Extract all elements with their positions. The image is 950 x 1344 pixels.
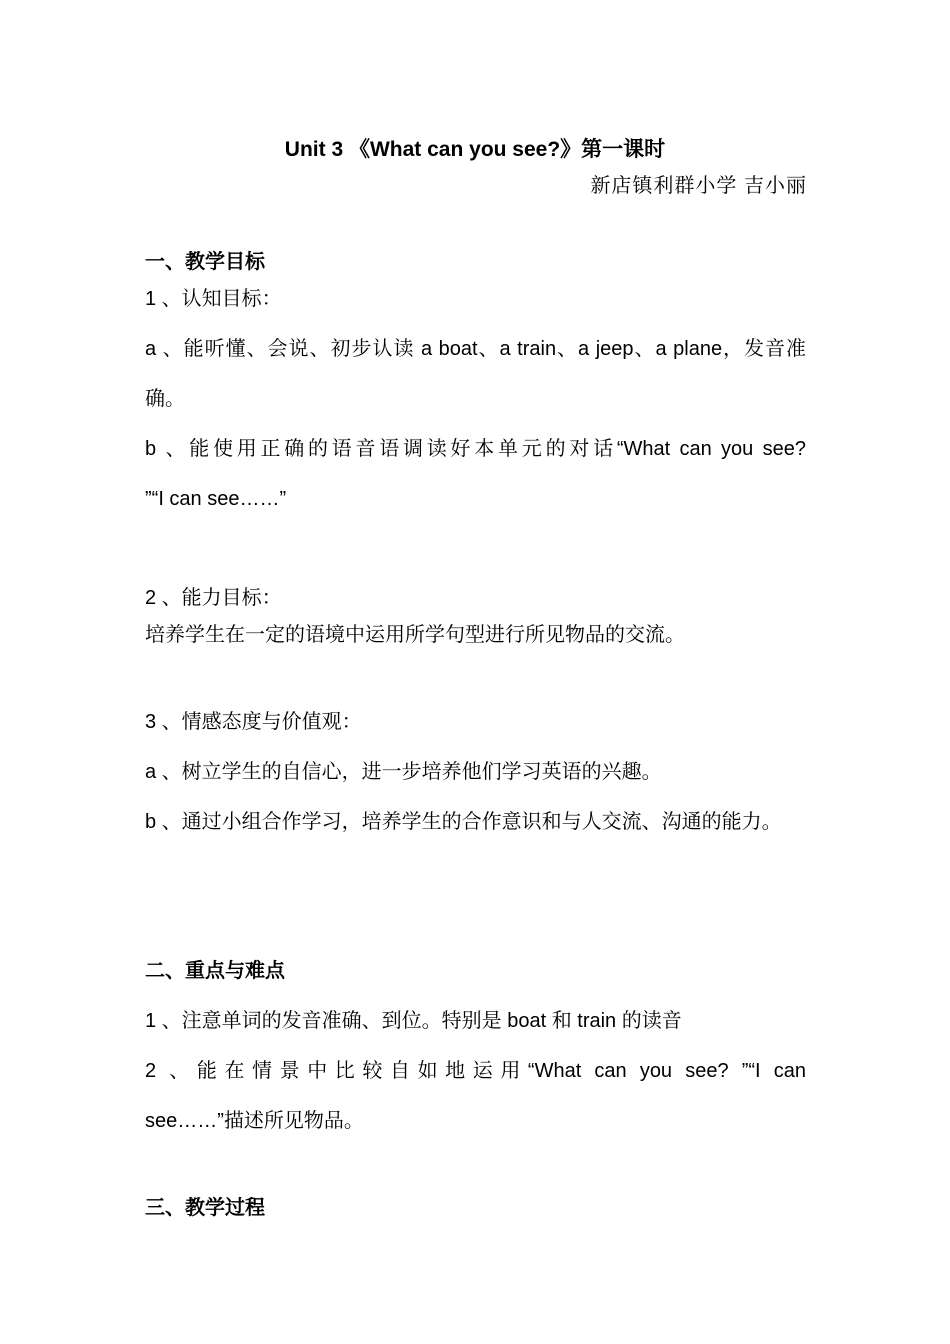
ability-objectives-label: 2 、能力目标： bbox=[145, 587, 282, 609]
attitude-objectives-label: 3 、情感态度与价值观： bbox=[145, 711, 362, 733]
section-heading-objectives: 一、教学目标 bbox=[145, 251, 265, 273]
section-heading-key-points: 二、重点与难点 bbox=[145, 960, 285, 982]
cognitive-objective-b-line2: ”“I can see……” bbox=[145, 488, 287, 510]
key-point-2-line2: see……”描述所见物品。 bbox=[145, 1110, 364, 1132]
document-title: Unit 3 《What can you see?》第一课时 bbox=[284, 138, 666, 161]
cognitive-objective-a-line1: a 、能听懂、会说、初步认读 a boat、a train、a jeep、a plane，发音准 bbox=[145, 338, 806, 360]
key-point-1: 1 、注意单词的发音准确、到位。特别是 boat 和 train 的读音 bbox=[145, 1010, 682, 1032]
author-line: 新店镇利群小学 吉小丽 bbox=[590, 175, 807, 197]
attitude-objective-b: b 、通过小组合作学习，培养学生的合作意识和与人交流、沟通的能力。 bbox=[145, 811, 782, 833]
attitude-objective-a: a 、树立学生的自信心，进一步培养他们学习英语的兴趣。 bbox=[145, 761, 662, 783]
cognitive-objective-b-line1: b 、能使用正确的语音语调读好本单元的对话“What can you see? bbox=[145, 438, 806, 460]
section-heading-teaching-process: 三、教学过程 bbox=[145, 1197, 265, 1219]
ability-objective-text: 培养学生在一定的语境中运用所学句型进行所见物品的交流。 bbox=[145, 624, 685, 646]
cognitive-objectives-label: 1 、认知目标： bbox=[145, 288, 282, 310]
key-point-2-line1: 2 、能在情景中比较自如地运用“What can you see? ”“I can bbox=[145, 1060, 806, 1082]
cognitive-objective-a-line2: 确。 bbox=[145, 388, 185, 410]
